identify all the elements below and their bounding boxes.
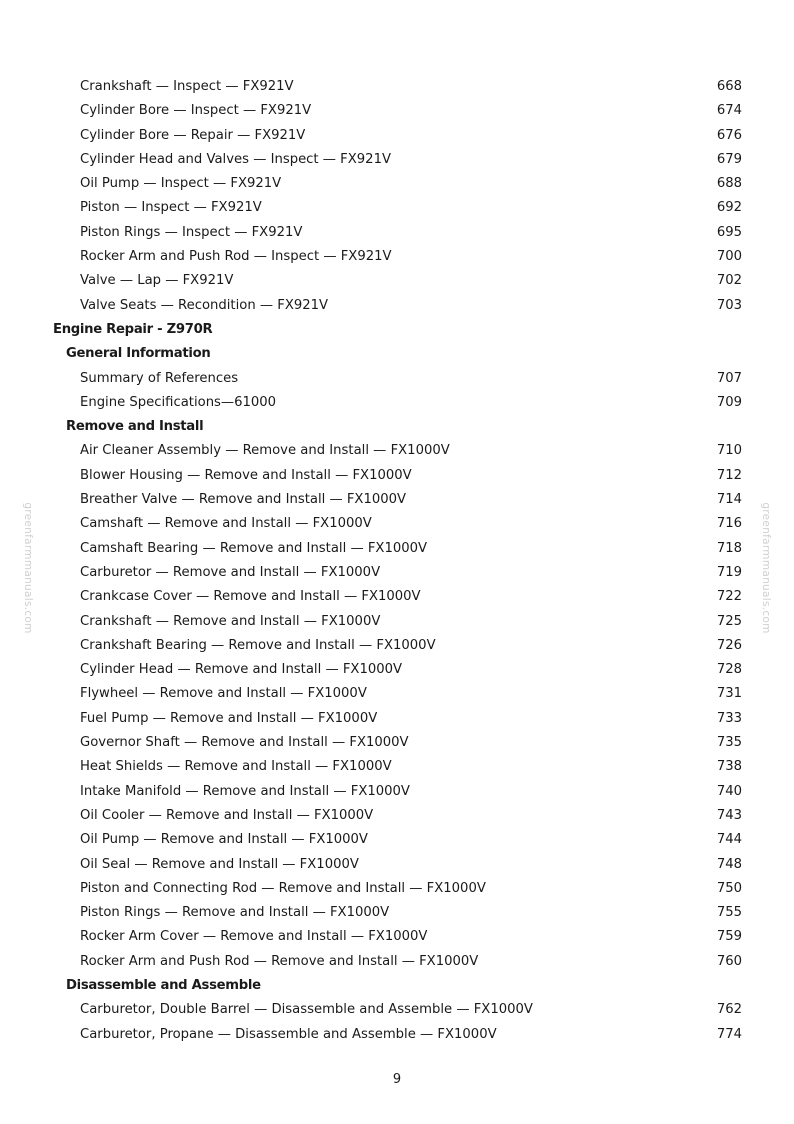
toc-title: Blower Housing — Remove and Install — FX1000V (80, 467, 412, 483)
toc-page-number: 762 (716, 1002, 742, 1018)
toc-page-number: 725 (716, 613, 742, 629)
toc-title: Fuel Pump — Remove and Install — FX1000V (80, 710, 378, 726)
toc-page-number: 692 (716, 200, 742, 216)
toc-page-number: 700 (716, 249, 742, 265)
toc-entry[interactable] (0, 488, 794, 512)
toc-entry[interactable] (0, 925, 794, 949)
toc-page-number: 774 (716, 1026, 742, 1042)
toc-title: Piston and Connecting Rod — Remove and Install — FX1000V (80, 880, 486, 896)
toc-entry[interactable] (0, 634, 794, 658)
toc-page-number: 679 (716, 151, 742, 167)
toc-title: Summary of References (80, 370, 239, 386)
toc-title: Piston — Inspect — FX921V (80, 200, 262, 216)
toc-page-number: 707 (716, 370, 742, 386)
toc-page-number: 719 (716, 564, 742, 580)
toc-entry[interactable] (0, 221, 794, 245)
toc-page-number: 731 (716, 686, 742, 702)
toc-entry[interactable] (0, 367, 794, 391)
toc-title: Rocker Arm and Push Rod — Remove and Install — FX1000V (80, 953, 479, 969)
toc-page-number: 744 (716, 832, 742, 848)
toc-entry[interactable] (0, 561, 794, 585)
toc-title: Engine Repair - Z970R (53, 321, 213, 337)
toc-title: Oil Cooler — Remove and Install — FX1000V (80, 807, 374, 823)
toc-entry[interactable] (0, 196, 794, 220)
page-number: 9 (392, 1072, 402, 1087)
toc-title: Flywheel — Remove and Install — FX1000V (80, 686, 367, 702)
toc-title: Intake Manifold — Remove and Install — FX1000V (80, 783, 410, 799)
toc-title: Governor Shaft — Remove and Install — FX1000V (80, 735, 409, 751)
toc-title: Oil Pump — Remove and Install — FX1000V (80, 832, 368, 848)
toc-page-number: 712 (716, 467, 742, 483)
toc-title: Heat Shields — Remove and Install — FX1000V (80, 759, 392, 775)
toc-title: Camshaft Bearing — Remove and Install — FX1000V (80, 540, 428, 556)
table-of-contents (0, 75, 794, 1047)
toc-title: Camshaft — Remove and Install — FX1000V (80, 516, 372, 532)
toc-title: Crankcase Cover — Remove and Install — FX1000V (80, 589, 421, 605)
toc-page-number: 668 (716, 79, 742, 94)
toc-page-number: 676 (716, 127, 742, 143)
toc-page-number: 709 (716, 394, 742, 410)
toc-title: Carburetor, Double Barrel — Disassemble and Assemble — FX1000V (80, 1002, 533, 1018)
toc-entry[interactable] (0, 75, 794, 99)
toc-entry[interactable] (0, 998, 794, 1022)
toc-entry[interactable] (0, 658, 794, 682)
toc-page-number: 750 (716, 880, 742, 896)
toc-title: General Information (66, 346, 211, 362)
toc-title: Remove and Install (66, 419, 204, 435)
subsection-heading (0, 342, 794, 366)
toc-title: Disassemble and Assemble (66, 977, 261, 993)
toc-entry[interactable] (0, 512, 794, 536)
toc-entry[interactable] (0, 780, 794, 804)
toc-title: Valve Seats — Recondition — FX921V (80, 297, 329, 313)
toc-page-number: 702 (716, 273, 742, 289)
toc-entry[interactable] (0, 294, 794, 318)
toc-page-number: 710 (716, 443, 742, 459)
toc-title: Oil Seal — Remove and Install — FX1000V (80, 856, 359, 872)
toc-entry[interactable] (0, 148, 794, 172)
toc-page-number: 726 (716, 637, 742, 653)
watermark-text: greenfarmmanuals.com (22, 502, 34, 634)
toc-page-number: 716 (716, 516, 742, 532)
toc-page-number: 722 (716, 589, 742, 605)
toc-title: Engine Specifications—61000 (80, 394, 277, 410)
toc-title: Crankshaft Bearing — Remove and Install — FX1000V (80, 637, 436, 653)
toc-entry[interactable] (0, 1023, 794, 1047)
subsection-heading (0, 415, 794, 439)
toc-entry[interactable] (0, 537, 794, 561)
toc-entry[interactable] (0, 901, 794, 925)
toc-entry[interactable] (0, 269, 794, 293)
toc-entry[interactable] (0, 707, 794, 731)
toc-title: Piston Rings — Inspect — FX921V (80, 224, 303, 240)
toc-page-number: 748 (716, 856, 742, 872)
toc-title: Cylinder Head — Remove and Install — FX1000V (80, 662, 403, 678)
toc-entry[interactable] (0, 99, 794, 123)
toc-entry[interactable] (0, 172, 794, 196)
toc-entry[interactable] (0, 682, 794, 706)
toc-page-number: 695 (716, 224, 742, 240)
toc-entry[interactable] (0, 585, 794, 609)
toc-title: Breather Valve — Remove and Install — FX1000V (80, 492, 407, 508)
toc-entry[interactable] (0, 853, 794, 877)
toc-title: Carburetor — Remove and Install — FX1000V (80, 564, 381, 580)
toc-entry[interactable] (0, 950, 794, 974)
toc-entry[interactable] (0, 755, 794, 779)
toc-page-number: 733 (716, 710, 742, 726)
toc-page-number: 674 (716, 103, 742, 119)
toc-title: Cylinder Bore — Repair — FX921V (80, 127, 306, 143)
toc-entry[interactable] (0, 731, 794, 755)
toc-entry[interactable] (0, 877, 794, 901)
toc-entry[interactable] (0, 610, 794, 634)
watermark-text: greenfarmmanuals.com (760, 502, 772, 634)
toc-title: Air Cleaner Assembly — Remove and Install — FX1000V (80, 443, 450, 459)
toc-title: Piston Rings — Remove and Install — FX1000V (80, 905, 390, 921)
toc-entry[interactable] (0, 439, 794, 463)
toc-title: Rocker Arm Cover — Remove and Install — FX1000V (80, 929, 428, 945)
toc-page-number: 728 (716, 662, 742, 678)
toc-entry[interactable] (0, 464, 794, 488)
toc-entry[interactable] (0, 828, 794, 852)
toc-title: Carburetor, Propane — Disassemble and Assemble — FX1000V (80, 1026, 497, 1042)
toc-entry[interactable] (0, 124, 794, 148)
toc-title: Crankshaft — Remove and Install — FX1000V (80, 613, 381, 629)
toc-title: Crankshaft — Inspect — FX921V (80, 79, 294, 94)
toc-page-number: 760 (716, 953, 742, 969)
toc-page-number: 714 (716, 492, 742, 508)
toc-title: Cylinder Head and Valves — Inspect — FX921V (80, 151, 391, 167)
toc-page-number: 688 (716, 176, 742, 192)
toc-entry[interactable] (0, 391, 794, 415)
toc-page-number: 735 (716, 735, 742, 751)
toc-page-number: 740 (716, 783, 742, 799)
toc-title: Cylinder Bore — Inspect — FX921V (80, 103, 312, 119)
toc-page-number: 755 (716, 905, 742, 921)
toc-title: Oil Pump — Inspect — FX921V (80, 176, 282, 192)
toc-page-number: 759 (716, 929, 742, 945)
toc-entry[interactable] (0, 804, 794, 828)
toc-title: Valve — Lap — FX921V (80, 273, 234, 289)
toc-title: Rocker Arm and Push Rod — Inspect — FX921V (80, 249, 392, 265)
toc-page-number: 738 (716, 759, 742, 775)
toc-page-number: 703 (716, 297, 742, 313)
section-heading (0, 318, 794, 342)
subsection-heading (0, 974, 794, 998)
toc-page-number: 718 (716, 540, 742, 556)
toc-entry[interactable] (0, 245, 794, 269)
toc-page-number: 743 (716, 807, 742, 823)
